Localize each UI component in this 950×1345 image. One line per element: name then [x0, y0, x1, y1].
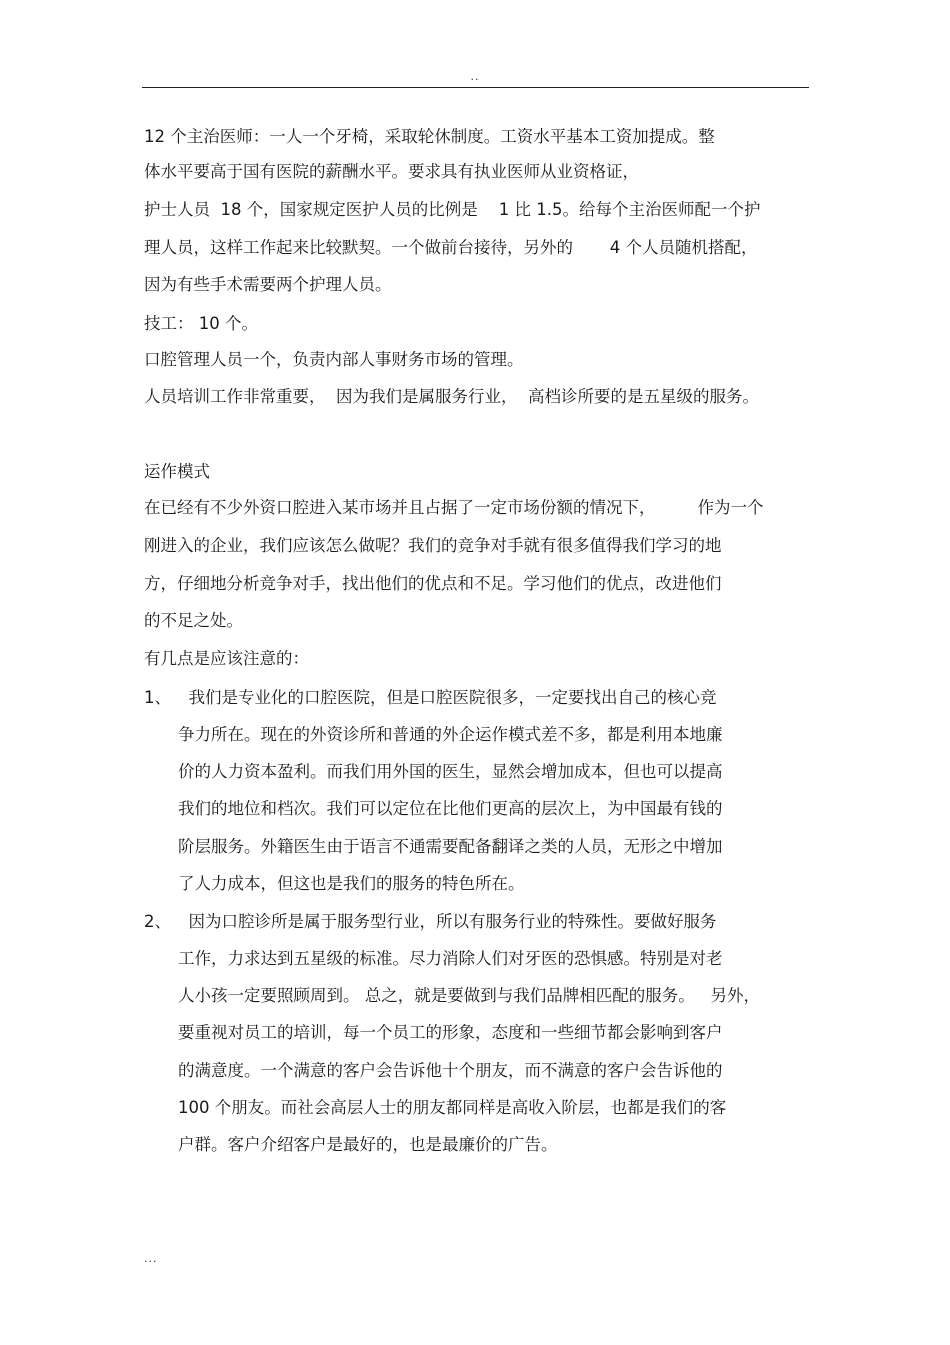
- paragraph-line: 口腔管理人员一个，负责内部人事财务市场的管理。: [144, 350, 524, 369]
- intro-line: 的不足之处。: [144, 611, 243, 630]
- list-item-line: 了人力成本，但这也是我们的服务的特色所在。: [178, 874, 525, 893]
- paragraph-line: 理人员，这样工作起来比较默契。一个做前台接待，另外的 4 个人员随机搭配，: [144, 238, 758, 257]
- list-item-line: 的满意度。一个满意的客户会告诉他十个朋友，而不满意的客户会告诉他的: [178, 1061, 723, 1080]
- list-item-line: 因为口腔诊所是属于服务型行业，所以有服务行业的特殊性。要做好服务: [178, 912, 717, 931]
- list-item-line: 要重视对员工的培训，每一个员工的形象，态度和一些细节都会影响到客户: [178, 1023, 723, 1042]
- paragraph-line: 体水平要高于国有医院的薪酬水平。要求具有执业医师从业资格证，: [144, 162, 639, 181]
- list-item-line: 争力所在。现在的外资诊所和普通的外企运作模式差不多，都是利用本地廉: [178, 725, 723, 744]
- list-number: 2、: [144, 912, 171, 931]
- list-item-line: 我们是专业化的口腔医院，但是口腔医院很多，一定要找出自己的核心竞: [178, 688, 717, 707]
- list-item-line: 工作，力求达到五星级的标准。尽力消除人们对牙医的恐惧感。特别是对老: [178, 949, 723, 968]
- intro-line: 有几点是应该注意的：: [144, 649, 309, 668]
- intro-line: 刚进入的企业，我们应该怎么做呢？我们的竞争对手就有很多值得我们学习的地: [144, 536, 722, 555]
- section-title: 运作模式: [144, 462, 210, 481]
- page-footer-mark: ...: [144, 1252, 158, 1265]
- list-number: 1、: [144, 688, 171, 707]
- header-rule: [142, 87, 809, 88]
- list-item-line: 户群。客户介绍客户是最好的，也是最廉价的广告。: [178, 1135, 558, 1154]
- list-item-line: 价的人力资本盈利。而我们用外国的医生，显然会增加成本，但也可以提高: [178, 762, 723, 781]
- list-item-line: 人小孩一定要照顾周到。 总之，就是要做到与我们品牌相匹配的服务。 另外，: [178, 986, 760, 1005]
- intro-line: 方，仔细地分析竞争对手，找出他们的优点和不足。学习他们的优点，改进他们: [144, 574, 722, 593]
- paragraph-line: 护士人员 18 个，国家规定医护人员的比例是 1 比 1.5。给每个主治医师配一个护: [144, 200, 761, 219]
- paragraph-line: 人员培训工作非常重要， 因为我们是属服务行业， 高档诊所要的是五星级的服务。: [144, 387, 759, 406]
- list-item-line: 阶层服务。外籍医生由于语言不通需要配备翻译之类的人员，无形之中增加: [178, 837, 723, 856]
- paragraph-line: 技工： 10 个。: [144, 314, 258, 333]
- paragraph-line: 因为有些手术需要两个护理人员。: [144, 275, 392, 294]
- page-header-mark: ..: [470, 70, 480, 83]
- intro-line: 在已经有不少外资口腔进入某市场并且占据了一定市场份额的情况下， 作为一个: [144, 498, 764, 517]
- list-item-line: 100 个朋友。而社会高层人士的朋友都同样是高收入阶层，也都是我们的客: [178, 1098, 727, 1117]
- list-item-line: 我们的地位和档次。我们可以定位在比他们更高的层次上，为中国最有钱的: [178, 799, 723, 818]
- paragraph-line: 12 个主治医师：一人一个牙椅，采取轮休制度。工资水平基本工资加提成。整: [144, 127, 715, 146]
